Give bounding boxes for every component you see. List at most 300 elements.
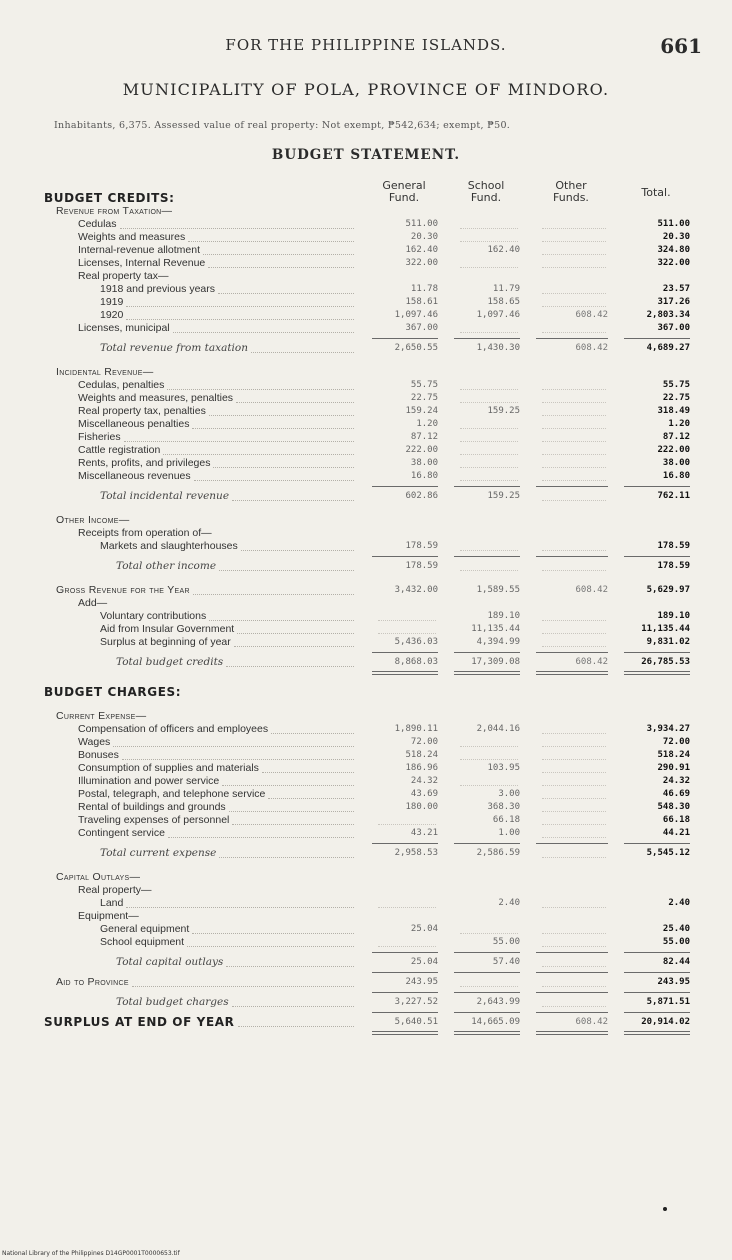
table-row [0,457,732,470]
column-rule-general-fund [372,843,438,844]
cell-other-funds: 608.42 [575,310,608,320]
dot-leader [222,785,354,786]
row-label: Wages [78,736,111,748]
dot-leader [132,986,354,987]
cell-school-fund: 4,394.99 [476,637,520,647]
empty-cell-leader [542,933,606,934]
double-rule-general-fund [372,1031,438,1035]
dot-leader [188,241,354,242]
double-rule-general-fund [372,671,438,675]
cell-school-fund: 3.00 [498,789,520,799]
table-row [0,710,732,723]
row-label: 1919 [100,296,124,308]
dot-leader [193,594,354,595]
cell-general-fund: 158.61 [405,297,438,307]
empty-cell-leader [542,811,606,812]
table-row [0,996,732,1009]
table-row [0,827,732,840]
cell-total: 290.91 [657,763,690,773]
table-row [0,936,732,949]
cell-other-funds: 608.42 [575,585,608,595]
cell-general-fund: 5,640.51 [394,1017,438,1027]
dot-leader [219,570,354,571]
empty-cell-leader [542,620,606,621]
table-row [0,723,732,736]
empty-cell-leader [542,293,606,294]
column-rule-school-fund [454,338,520,339]
dot-leader [203,254,354,255]
cell-school-fund: 2,643.99 [476,997,520,1007]
dot-leader [126,319,354,320]
cell-total: 5,545.12 [646,848,690,858]
row-label: SURPLUS AT END OF YEAR [44,1015,235,1029]
cell-general-fund: 1,097.46 [394,310,438,320]
dot-leader [209,415,354,416]
cell-total: 222.00 [657,445,690,455]
table-row [0,847,732,860]
cell-total: 9,831.02 [646,637,690,647]
cell-school-fund: 158.65 [487,297,520,307]
cell-other-funds: 608.42 [575,1017,608,1027]
cell-total: 24.32 [662,776,690,786]
cell-total: 317.26 [657,297,690,307]
empty-cell-leader [542,550,606,551]
row-label: Miscellaneous revenues [78,470,191,482]
dot-leader [168,837,354,838]
empty-cell-leader [542,241,606,242]
row-label: Compensation of officers and employees [78,723,269,735]
empty-cell-leader [542,415,606,416]
cell-total: 20,914.02 [641,1017,690,1027]
row-label: Weights and measures [78,231,186,243]
row-label: Incidental Revenue— [56,366,154,378]
table-row [0,560,732,573]
cell-general-fund: 2,650.55 [394,343,438,353]
column-rule-total [624,843,690,844]
table-row [0,309,732,322]
table-row [0,762,732,775]
column-rule-general-fund [372,972,438,973]
dot-leader [120,228,354,229]
row-label: Rents, profits, and privileges [78,457,211,469]
empty-cell-leader [460,785,518,786]
cell-total: 178.59 [657,561,690,571]
cell-general-fund: 25.04 [410,924,438,934]
cell-general-fund: 222.00 [405,445,438,455]
column-rule-school-fund [454,556,520,557]
row-label: Consumption of supplies and materials [78,762,259,774]
table-row [0,444,732,457]
dot-leader [208,267,354,268]
column-rule-general-fund [372,952,438,953]
empty-cell-leader [460,332,518,333]
empty-cell-leader [542,500,606,501]
cell-general-fund: 43.69 [410,789,438,799]
column-rule-other-funds [536,1012,608,1013]
cell-general-fund: 55.75 [410,380,438,390]
column-rule-school-fund [454,992,520,993]
cell-total: 44.21 [662,828,690,838]
empty-cell-leader [542,798,606,799]
column-header-general-line2: Fund. [388,191,420,204]
cell-total: 82.44 [662,957,690,967]
table-row [0,656,732,669]
table-row [0,205,732,218]
column-rule-general-fund [372,992,438,993]
dot-leader [232,500,354,501]
cell-school-fund: 57.40 [492,957,520,967]
column-header-school-line2: Fund. [470,191,502,204]
dot-leader [234,646,354,647]
cell-total: 25.40 [662,924,690,934]
table-row [0,788,732,801]
statement-title: BUDGET STATEMENT. [271,147,461,163]
empty-cell-leader [542,986,606,987]
row-label: Fisheries [78,431,121,443]
empty-cell-leader [460,570,518,571]
row-label: Real property— [78,884,152,896]
cell-total: 5,629.97 [646,585,690,595]
dot-leader [194,480,354,481]
table-row [0,257,732,270]
row-label: Gross Revenue for the Year [56,584,190,596]
cell-general-fund: 367.00 [405,323,438,333]
column-rule-general-fund [372,486,438,487]
table-row [0,490,732,503]
cell-general-fund: 22.75 [410,393,438,403]
cell-general-fund: 3,227.52 [394,997,438,1007]
cell-total: 20.30 [662,232,690,242]
empty-cell-leader [378,824,436,825]
cell-total: 322.00 [657,258,690,268]
empty-cell-leader [542,267,606,268]
cell-school-fund: 17,309.08 [471,657,520,667]
row-label: 1920 [100,309,124,321]
row-label: Real property tax, penalties [78,405,206,417]
row-label: Total incidental revenue [100,490,230,502]
table-row [0,910,732,923]
table-row [0,597,732,610]
dot-leader [271,733,354,734]
column-rule-total [624,556,690,557]
empty-cell-leader [542,785,606,786]
running-title: FOR THE PHILIPPINE ISLANDS. [225,36,507,54]
row-label: Other Income— [56,514,130,526]
scan-footer: National Library of the Philippines D14GP0001T0000653.tif [2,1250,180,1257]
empty-cell-leader [542,467,606,468]
cell-school-fund: 11.79 [492,284,520,294]
cell-total: 178.59 [657,541,690,551]
empty-cell-leader [542,428,606,429]
cell-general-fund: 602.86 [405,491,438,501]
table-row [0,514,732,527]
dot-leader [232,824,354,825]
empty-cell-leader [542,907,606,908]
column-rule-school-fund [454,972,520,973]
cell-general-fund: 180.00 [405,802,438,812]
cell-general-fund: 43.21 [410,828,438,838]
cell-general-fund: 8,868.03 [394,657,438,667]
table-row [0,270,732,283]
row-label: Illumination and power service [78,775,220,787]
row-label: Land [100,897,124,909]
empty-cell-leader [460,428,518,429]
column-header-total-line1: Total. [641,186,671,199]
table-row [0,540,732,553]
table-row [0,192,732,205]
empty-cell-leader [460,480,518,481]
empty-cell-leader [542,306,606,307]
empty-cell-leader [460,402,518,403]
cell-total: 189.10 [657,611,690,621]
empty-cell-leader [378,907,436,908]
row-label: Contingent service [78,827,165,839]
row-label: Real property tax— [78,270,169,282]
table-row [0,342,732,355]
cell-general-fund: 159.24 [405,406,438,416]
empty-cell-leader [542,1006,606,1007]
column-rule-other-funds [536,486,608,487]
row-label: 1918 and previous years [100,283,215,295]
empty-cell-leader [542,772,606,773]
column-rule-total [624,1012,690,1013]
table-row [0,1016,732,1029]
dot-leader [192,428,354,429]
empty-cell-leader [460,389,518,390]
empty-cell-leader [460,467,518,468]
row-label: Bonuses [78,749,119,761]
table-row [0,636,732,649]
cell-total: 22.75 [662,393,690,403]
column-rule-other-funds [536,972,608,973]
column-rule-other-funds [536,652,608,653]
row-label: Miscellaneous penalties [78,418,190,430]
row-label: Total budget charges [116,996,229,1008]
empty-cell-leader [460,986,518,987]
table-row [0,610,732,623]
double-rule-school-fund [454,1031,520,1035]
row-label: Total revenue from taxation [100,342,248,354]
column-rule-total [624,952,690,953]
column-header-general-line1: General [382,179,426,192]
dot-leader [237,633,354,634]
dot-leader [262,772,354,773]
empty-cell-leader [542,332,606,333]
municipality-title: MUNICIPALITY OF POLA, PROVINCE OF MINDORO. [122,80,610,99]
cell-general-fund: 178.59 [405,541,438,551]
cell-school-fund: 11,135.44 [471,624,520,634]
dot-leader [126,306,354,307]
empty-cell-leader [460,759,518,760]
cell-total: 548.30 [657,802,690,812]
table-row [0,527,732,540]
dot-leader [232,1006,354,1007]
cell-general-fund: 5,436.03 [394,637,438,647]
cell-total: 4,689.27 [646,343,690,353]
empty-cell-leader [460,550,518,551]
empty-cell-leader [460,746,518,747]
column-rule-general-fund [372,652,438,653]
dot-leader [241,550,354,551]
table-row [0,470,732,483]
table-row [0,366,732,379]
cell-school-fund: 66.18 [492,815,520,825]
table-row [0,623,732,636]
cell-other-funds: 608.42 [575,343,608,353]
row-label: Cedulas [78,218,117,230]
table-row [0,749,732,762]
dot-leader [167,389,354,390]
empty-cell-leader [542,254,606,255]
empty-cell-leader [542,824,606,825]
cell-total: 518.24 [657,750,690,760]
column-rule-general-fund [372,556,438,557]
cell-total: 23.57 [662,284,690,294]
row-label: Total other income [116,560,217,572]
table-row [0,775,732,788]
cell-general-fund: 1.20 [416,419,438,429]
cell-total: 55.00 [662,937,690,947]
cell-total: 324.80 [657,245,690,255]
empty-cell-leader [542,480,606,481]
row-label: Aid to Province [56,976,129,988]
empty-cell-leader [542,402,606,403]
row-label: Rental of buildings and grounds [78,801,226,813]
table-row [0,584,732,597]
column-rule-school-fund [454,1012,520,1013]
dot-leader [124,441,354,442]
column-rule-total [624,992,690,993]
empty-cell-leader [460,441,518,442]
cell-school-fund: 159.25 [487,491,520,501]
dot-leader [226,666,354,667]
column-rule-total [624,486,690,487]
column-rule-total [624,972,690,973]
table-row [0,801,732,814]
table-row [0,871,732,884]
table-row [0,884,732,897]
table-row [0,923,732,936]
cell-total: 318.49 [657,406,690,416]
table-row [0,956,732,969]
cell-other-funds: 608.42 [575,657,608,667]
cell-general-fund: 518.24 [405,750,438,760]
column-rule-school-fund [454,486,520,487]
cell-total: 5,871.51 [646,997,690,1007]
scan-speck [663,1207,667,1211]
table-row [0,218,732,231]
row-label: Cedulas, penalties [78,379,165,391]
double-rule-total [624,671,690,675]
column-rule-other-funds [536,843,608,844]
column-rule-other-funds [536,556,608,557]
cell-general-fund: 511.00 [405,219,438,229]
row-label: Voluntary contributions [100,610,207,622]
cell-general-fund: 11.78 [410,284,438,294]
column-rule-school-fund [454,652,520,653]
column-rule-school-fund [454,843,520,844]
row-label: Add— [78,597,108,609]
empty-cell-leader [460,267,518,268]
cell-total: 367.00 [657,323,690,333]
table-row [0,392,732,405]
empty-cell-leader [542,946,606,947]
cell-general-fund: 87.12 [410,432,438,442]
running-header [0,34,732,60]
cell-general-fund: 24.32 [410,776,438,786]
column-rule-total [624,338,690,339]
empty-cell-leader [542,228,606,229]
dot-leader [187,946,354,947]
row-label: Internal-revenue allotment [78,244,200,256]
empty-cell-leader [542,454,606,455]
row-label: BUDGET CREDITS: [44,191,175,205]
table-row [0,686,732,699]
cell-general-fund: 322.00 [405,258,438,268]
double-rule-school-fund [454,671,520,675]
cell-total: 243.95 [657,977,690,987]
dot-leader [209,620,354,621]
table-row [0,244,732,257]
row-label: Aid from Insular Government [100,623,235,635]
table-row [0,283,732,296]
table-row [0,379,732,392]
dot-leader [268,798,354,799]
row-label: Total capital outlays [116,956,224,968]
cell-total: 66.18 [662,815,690,825]
empty-cell-leader [460,241,518,242]
column-rule-total [624,652,690,653]
empty-cell-leader [460,933,518,934]
row-label: BUDGET CHARGES: [44,685,182,699]
dot-leader [251,352,354,353]
empty-cell-leader [542,733,606,734]
cell-total: 11,135.44 [641,624,690,634]
cell-general-fund: 178.59 [405,561,438,571]
dot-leader [122,759,354,760]
table-row [0,405,732,418]
cell-general-fund: 16.80 [410,471,438,481]
empty-cell-leader [378,620,436,621]
cell-general-fund: 3,432.00 [394,585,438,595]
empty-cell-leader [542,966,606,967]
cell-school-fund: 1,589.55 [476,585,520,595]
dot-leader [192,933,354,934]
row-label: Total current expense [100,847,217,859]
table-row [0,418,732,431]
column-header-other-line2: Funds. [553,191,589,204]
table-row [0,736,732,749]
empty-cell-leader [460,454,518,455]
row-label: Capital Outlays— [56,871,141,883]
cell-school-fund: 103.95 [487,763,520,773]
cell-general-fund: 186.96 [405,763,438,773]
cell-school-fund: 14,665.09 [471,1017,520,1027]
cell-school-fund: 2.40 [498,898,520,908]
cell-total: 55.75 [662,380,690,390]
cell-total: 87.12 [662,432,690,442]
column-rule-other-funds [536,992,608,993]
cell-school-fund: 1,430.30 [476,343,520,353]
empty-cell-leader [378,633,436,634]
row-label: School equipment [100,936,185,948]
column-rule-other-funds [536,952,608,953]
cell-school-fund: 159.25 [487,406,520,416]
inhabitants-line: Inhabitants, 6,375. Assessed value of real property: Not exempt, ₱542,634; exempt, ₱50. [54,120,511,131]
cell-general-fund: 20.30 [410,232,438,242]
empty-cell-leader [542,389,606,390]
cell-school-fund: 2,586.59 [476,848,520,858]
